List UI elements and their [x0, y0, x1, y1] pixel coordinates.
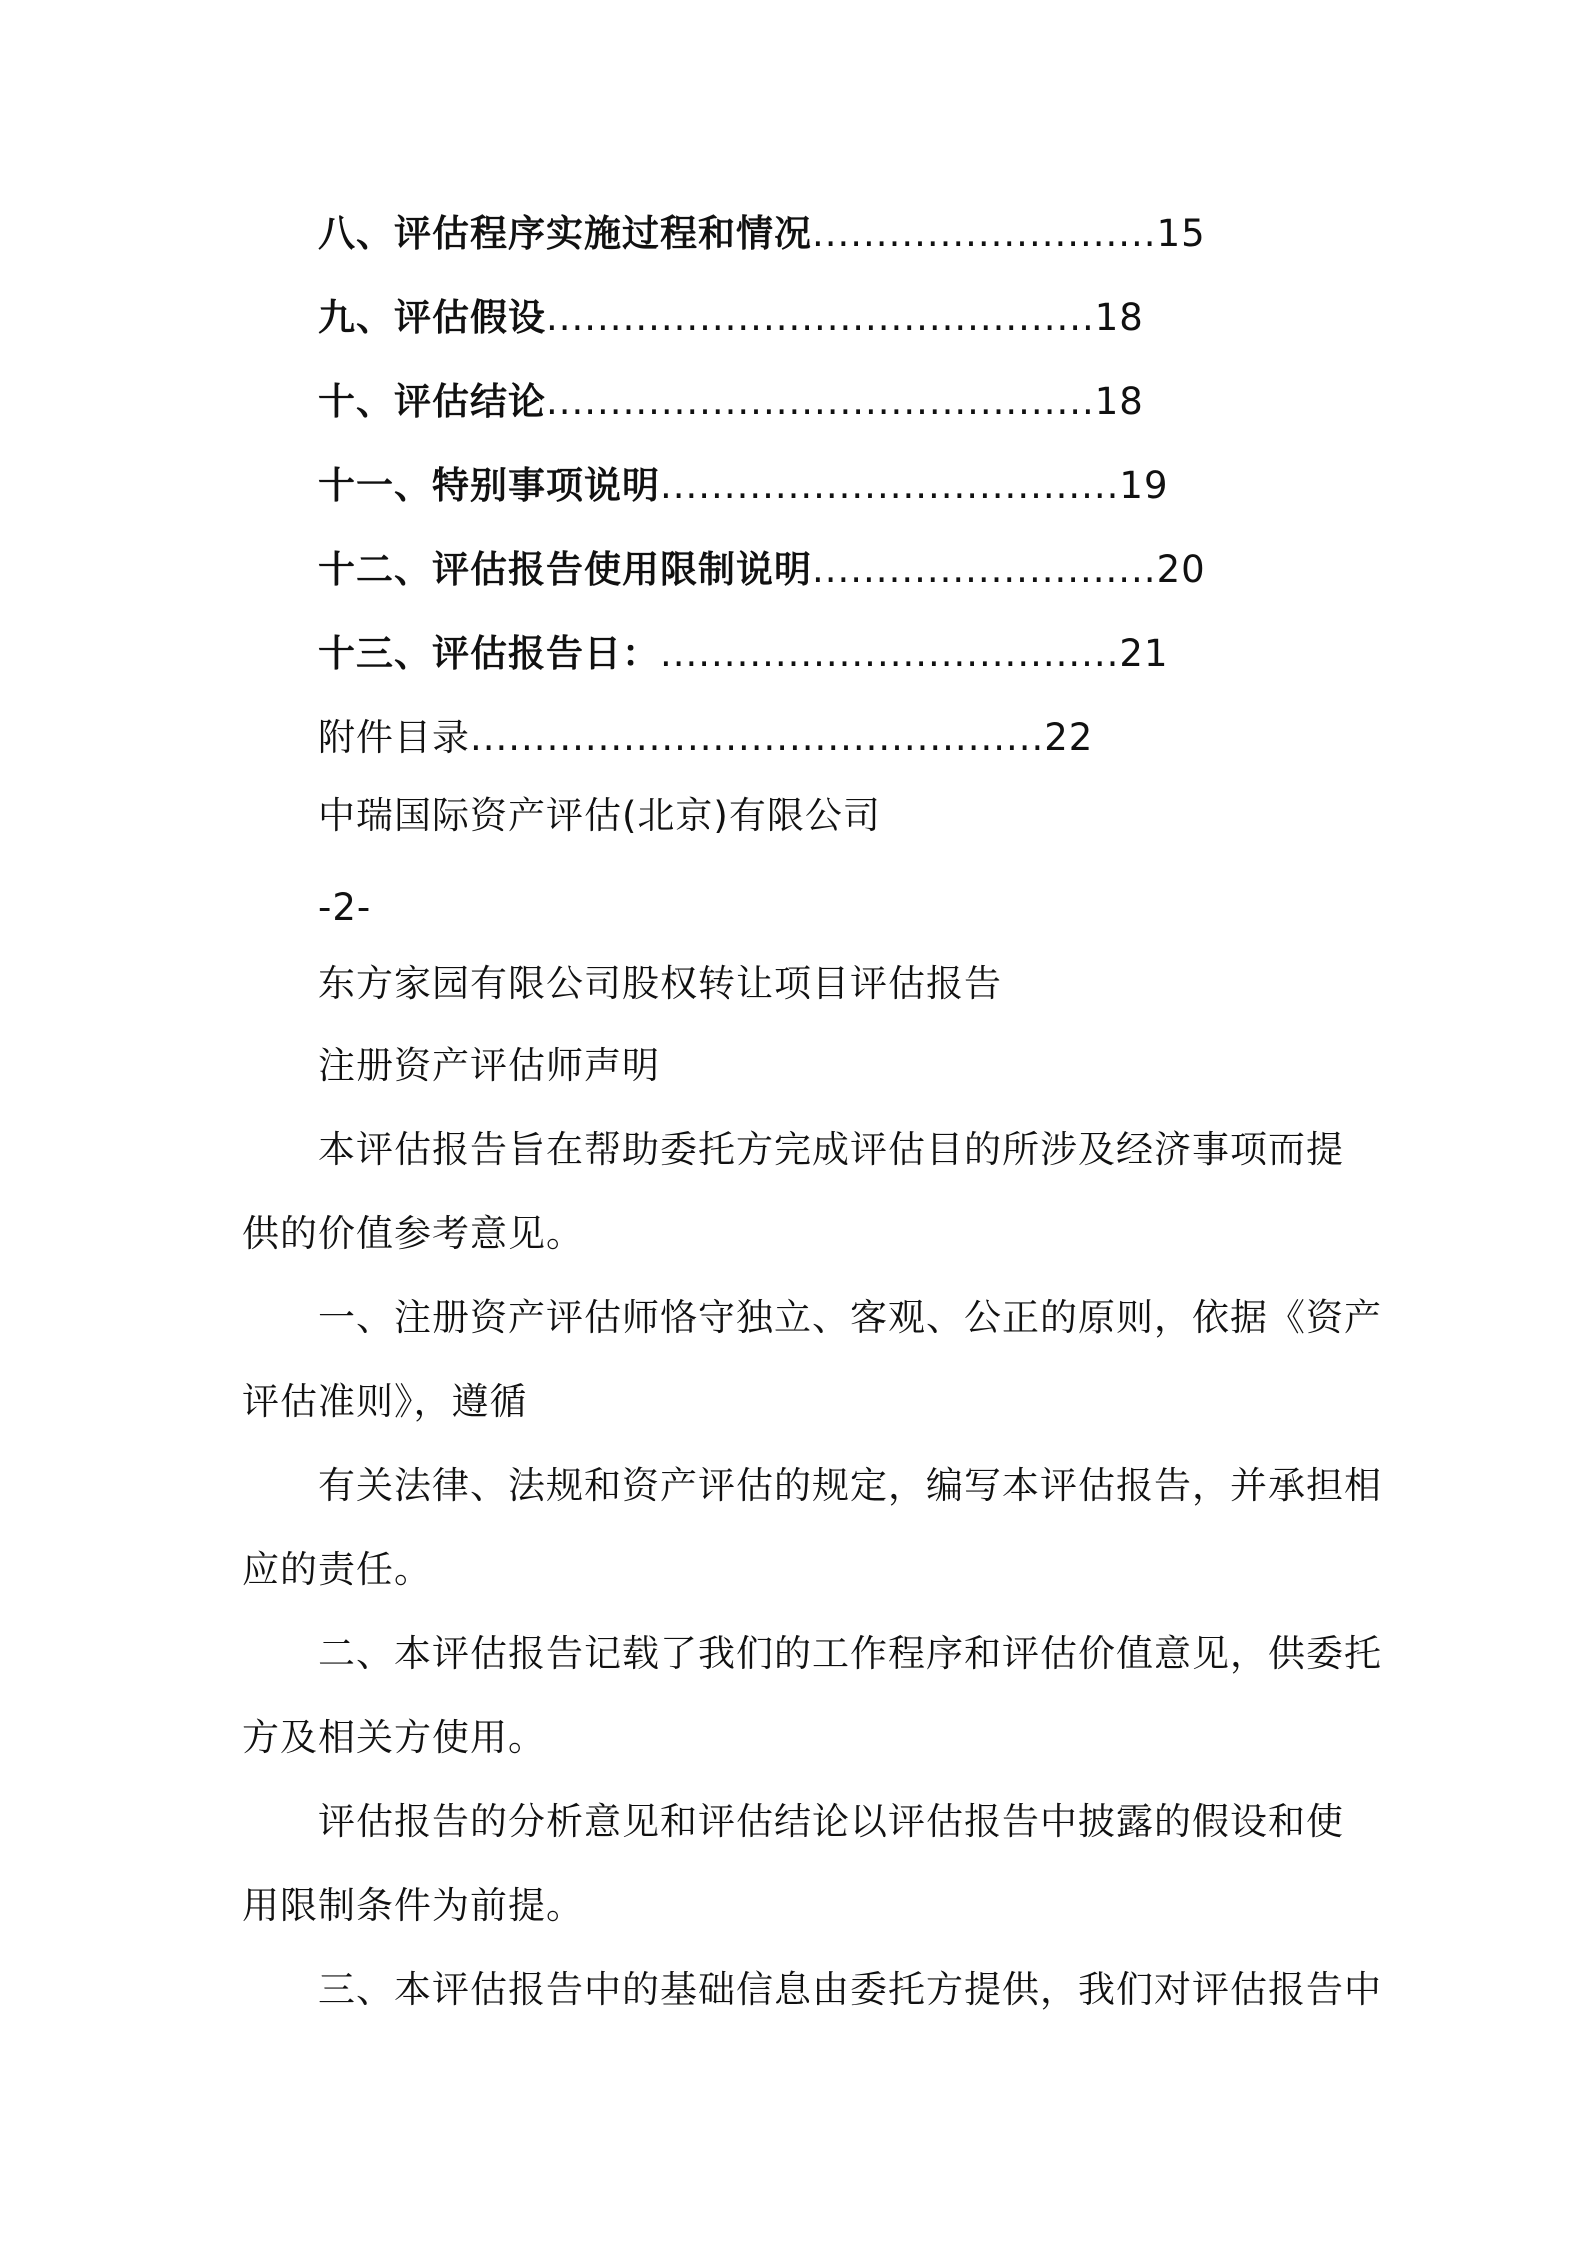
toc-entry — [318, 546, 1206, 594]
report-title-header: 东方家园有限公司股权转让项目评估报告 — [318, 962, 1002, 1005]
toc-page-number: 19 — [1119, 464, 1169, 507]
toc-dots: .................................... — [660, 464, 1120, 507]
toc-entry — [318, 714, 1093, 762]
toc-label: 附件目录 — [318, 716, 470, 759]
toc-label: 八、评估程序实施过程和情况 — [318, 212, 812, 255]
toc-page-number: 15 — [1156, 212, 1206, 255]
body-line: 方及相关方使用。 — [242, 1716, 546, 1759]
body-line: 一、注册资产评估师恪守独立、客观、公正的原则，依据《资产 — [318, 1296, 1382, 1339]
page-number-marker: -2- — [318, 886, 372, 929]
toc-page-number: 21 — [1119, 632, 1169, 675]
toc-entry — [318, 630, 1169, 678]
toc-entry — [318, 378, 1144, 426]
company-footer: 中瑞国际资产评估(北京)有限公司 — [318, 794, 881, 837]
toc-entry — [318, 294, 1144, 342]
body-line: 本评估报告旨在帮助委托方完成评估目的所涉及经济事项而提 — [318, 1128, 1344, 1171]
toc-dots: .................................... — [660, 632, 1120, 675]
body-line: 用限制条件为前提。 — [242, 1884, 584, 1927]
body-line: 评估准则》，遵循 — [242, 1380, 528, 1423]
toc-page-number: 18 — [1094, 296, 1144, 339]
toc-dots: ........................... — [812, 212, 1157, 255]
toc-page-number: 18 — [1094, 380, 1144, 423]
toc-label: 十三、评估报告日： — [318, 632, 660, 675]
body-line: 有关法律、法规和资产评估的规定，编写本评估报告，并承担相 — [318, 1464, 1382, 1507]
toc-entry — [318, 462, 1169, 510]
body-line: 供的价值参考意见。 — [242, 1212, 584, 1255]
body-line: 三、本评估报告中的基础信息由委托方提供，我们对评估报告中 — [318, 1968, 1382, 2011]
body-line: 二、本评估报告记载了我们的工作程序和评估价值意见，供委托 — [318, 1632, 1382, 1675]
toc-page-number: 20 — [1156, 548, 1206, 591]
body-line: 应的责任。 — [242, 1548, 432, 1591]
toc-label: 十一、特别事项说明 — [318, 464, 660, 507]
toc-dots: ........................................... — [546, 296, 1095, 339]
toc-dots: ........................... — [812, 548, 1157, 591]
toc-entry — [318, 210, 1206, 258]
body-line: 评估报告的分析意见和评估结论以评估报告中披露的假设和使 — [318, 1800, 1344, 1843]
toc-dots: ............................................. — [470, 716, 1045, 759]
toc-label: 十二、评估报告使用限制说明 — [318, 548, 812, 591]
toc-page-number: 22 — [1044, 716, 1094, 759]
toc-label: 十、评估结论 — [318, 380, 546, 423]
toc-dots: ........................................... — [546, 380, 1095, 423]
section-heading: 注册资产评估师声明 — [318, 1044, 660, 1087]
toc-label: 九、评估假设 — [318, 296, 546, 339]
